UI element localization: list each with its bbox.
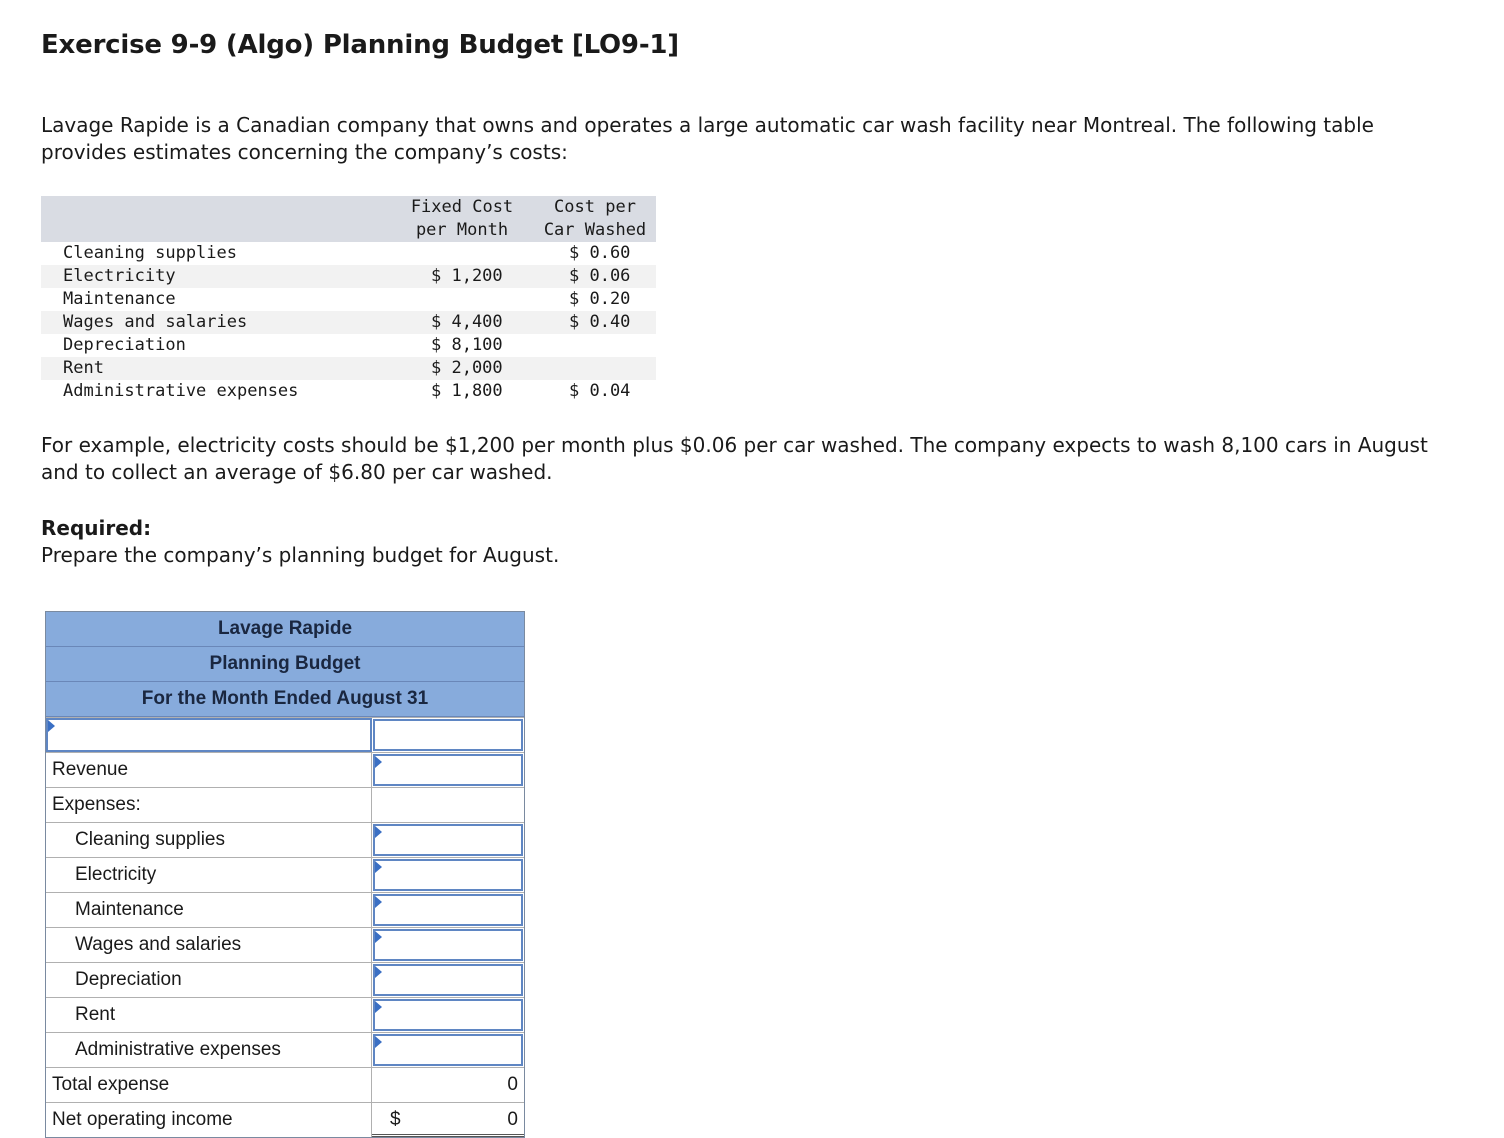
expense-item-value-cell [372,893,524,927]
header-value-input[interactable] [373,719,523,751]
cost-row-name: Depreciation [63,335,186,355]
expense-item-label: Cleaning supplies [46,823,372,857]
header-value-cell [372,718,524,752]
depreciation-input[interactable] [373,964,523,996]
input-marker-icon [375,756,382,768]
expense-item-value-cell [372,928,524,962]
required-heading: Required: [41,516,152,540]
cost-table-header [41,196,656,242]
cost-row-name: Electricity [63,266,176,286]
cost-row-variable: $ 0.06 [569,266,631,286]
expense-item-label: Rent [46,998,372,1032]
page-title: Exercise 9-9 (Algo) Planning Budget [LO9-1] [41,30,679,60]
budget-row-net-income [46,1102,524,1137]
expense-item-label: Depreciation [46,963,372,997]
required-text: Prepare the company’s planning budget for August. [41,543,560,567]
expense-item-label: Maintenance [46,893,372,927]
budget-row-expense-item [46,822,524,857]
net-income-value-cell [372,1103,524,1137]
cost-row-name: Rent [63,358,104,378]
header-fixed-line2: per Month [415,220,509,240]
cost-row-fixed: $ 4,400 [431,312,503,332]
cost-row [41,311,656,334]
budget-period: For the Month Ended August 31 [46,682,524,717]
intro-paragraph: Lavage Rapide is a Canadian company that owns and operates a large automatic car wash facility near Montreal. The following table provides estimates concerning the company’s costs: [41,113,1374,164]
expense-item-value-cell [372,1033,524,1067]
header-variable-cost [533,196,657,242]
budget-row-expense-item [46,997,524,1032]
header-fixed-cost [397,196,527,242]
net-income-value: 0 [507,1109,518,1130]
cost-row-name: Wages and salaries [63,312,248,332]
input-marker-icon [375,1001,382,1013]
input-marker-icon [375,861,382,873]
input-marker-icon [375,931,382,943]
budget-row-revenue [46,752,524,787]
cost-row-fixed: $ 2,000 [431,358,503,378]
input-marker-icon [375,826,382,838]
expense-item-value-cell [372,963,524,997]
revenue-input[interactable] [373,754,523,786]
budget-row-expenses [46,787,524,822]
dropdown-marker-icon [48,720,55,732]
cost-row [41,288,656,311]
electricity-input[interactable] [373,859,523,891]
cost-row-fixed: $ 1,800 [431,381,503,401]
cost-row-name: Administrative expenses [63,381,299,401]
cost-row-fixed: $ 8,100 [431,335,503,355]
total-expense-value: 0 [507,1074,518,1095]
expense-item-label: Wages and salaries [46,928,372,962]
cost-row-variable: $ 0.20 [569,289,631,309]
cost-row [41,357,656,380]
wages-salaries-input[interactable] [373,929,523,961]
total-expense-label: Total expense [46,1068,372,1102]
expense-item-value-cell [372,823,524,857]
cost-row-variable: $ 0.40 [569,312,631,332]
expense-item-label: Electricity [46,858,372,892]
budget-row-expense-item [46,857,524,892]
budget-header-input-row [46,717,524,752]
input-marker-icon [375,1036,382,1048]
revenue-value-cell [372,753,524,787]
budget-row-expense-item [46,962,524,997]
cost-row-variable: $ 0.60 [569,243,631,263]
cleaning-supplies-input[interactable] [373,824,523,856]
cost-row-name: Cleaning supplies [63,243,237,263]
cost-row [41,265,656,288]
expense-item-label: Administrative expenses [46,1033,372,1067]
header-label-input[interactable] [46,718,372,752]
budget-row-expense-item [46,927,524,962]
expenses-label: Expenses: [46,788,372,822]
budget-company-name: Lavage Rapide [46,612,524,647]
maintenance-input[interactable] [373,894,523,926]
expense-item-value-cell [372,998,524,1032]
expenses-value-cell [372,788,524,822]
cost-row [41,334,656,357]
budget-row-expense-item [46,892,524,927]
administrative-expenses-input[interactable] [373,1034,523,1066]
budget-row-expense-item [46,1032,524,1067]
header-var-line1: Cost per [554,197,636,217]
planning-budget-worksheet [45,611,525,1138]
cost-row-name: Maintenance [63,289,176,309]
budget-statement-name: Planning Budget [46,647,524,682]
expense-item-value-cell [372,858,524,892]
rent-input[interactable] [373,999,523,1031]
revenue-label: Revenue [46,753,372,787]
input-marker-icon [375,896,382,908]
currency-symbol: $ [390,1109,401,1130]
net-income-label: Net operating income [46,1103,372,1137]
budget-row-total-expense [46,1067,524,1102]
cost-estimates-table [41,196,656,403]
cost-row-variable: $ 0.04 [569,381,631,401]
cost-row [41,380,656,403]
cost-row [41,242,656,265]
cost-row-fixed: $ 1,200 [431,266,503,286]
input-marker-icon [375,966,382,978]
header-fixed-line1: Fixed Cost [410,197,514,217]
example-paragraph: For example, electricity costs should be $1,200 per month plus $0.06 per car washed. The company expects to wash 8,100 cars in August and to collect an average of $6.80 per car washed. [41,433,1428,484]
header-var-line2: Car Washed [543,220,647,240]
